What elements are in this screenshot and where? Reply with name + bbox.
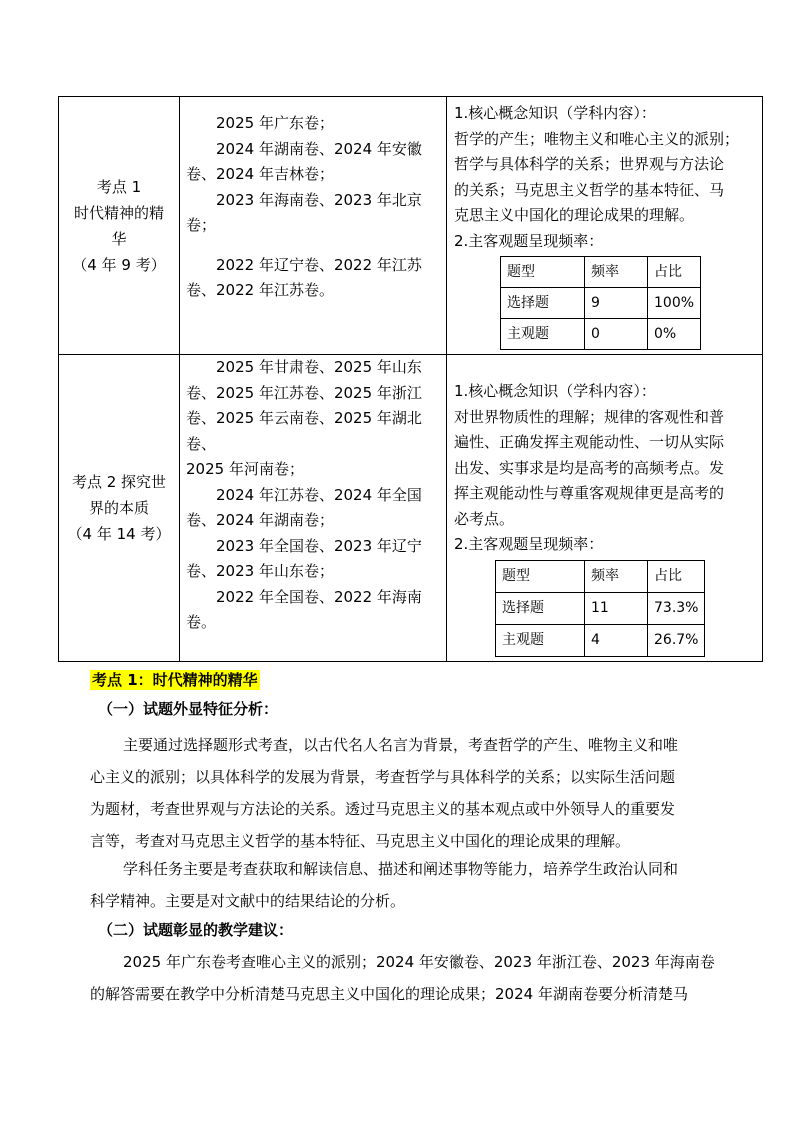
paragraph-line: 的解答需要在教学中分析清楚马克思主义中国化的理论成果；2024 年湖南卷要分析清楚马 xyxy=(90,985,688,1003)
analysis-line: 挥主观能动性与尊重客观规律更是高考的 xyxy=(454,484,725,502)
analysis-line: 哲学与具体科学的关系；世界观与方法论 xyxy=(454,155,725,173)
exam-analysis-table xyxy=(58,96,763,662)
frequency-row xyxy=(501,288,701,319)
kaodian-line: 华 xyxy=(111,229,127,248)
kaodian-line: 界的本质 xyxy=(88,498,149,517)
frequency-table xyxy=(495,560,705,657)
exam-line: 卷、2022 年江苏卷。 xyxy=(186,281,334,299)
frequency-cell: 9 xyxy=(585,288,648,319)
frequency-cell: 0 xyxy=(585,319,648,350)
exam-line: 卷； xyxy=(186,216,217,234)
exam-line: 2022 年全国卷、2022 年海南 xyxy=(216,587,422,606)
exam-line: 2022 年辽宁卷、2022 年江苏 xyxy=(216,255,422,274)
kaodian-line: 时代精神的精 xyxy=(73,203,164,222)
analysis-line: 哲学的产生；唯物主义和唯心主义的派别； xyxy=(454,129,740,148)
frequency-cell: 100% xyxy=(648,288,701,319)
kaodian-line: 考点 2 探究世 xyxy=(71,472,167,491)
kaodian-line: （4 年 9 考） xyxy=(72,255,166,274)
frequency-cell: 选择题 xyxy=(501,288,585,319)
paragraph-line: 科学精神。主要是对文献中的结果结论的分析。 xyxy=(90,892,406,910)
exam-line: 卷。 xyxy=(186,613,217,631)
exam-line: 卷、2024 年吉林卷； xyxy=(186,165,334,183)
frequency-header-row xyxy=(496,560,705,592)
table-row xyxy=(59,97,763,355)
paragraph-line: 2025 年广东卷考查唯心主义的派别；2024 年安徽卷、2023 年浙江卷、2023 年海南卷 xyxy=(123,953,715,971)
analysis-line: 克思主义中国化的理论成果的理解。 xyxy=(454,206,695,224)
paragraph-line: 心主义的派别；以具体科学的发展为背景，考查哲学与具体科学的关系；以实际生活问题 xyxy=(90,768,676,786)
frequency-row xyxy=(496,624,705,656)
paragraph xyxy=(90,853,730,917)
exam-line: 2023 年海南卷、2023 年北京 xyxy=(216,190,422,209)
subsection-title: （一）试题外显特征分析： xyxy=(98,700,279,718)
exam-list-cell xyxy=(180,97,447,355)
exam-line: 卷、 xyxy=(186,434,217,453)
exam-list-cell xyxy=(180,355,447,662)
paragraph-line: 为题材，考查世界观与方法论的关系。透过马克思主义的基本观点或中外领导人的重要发 xyxy=(90,800,676,818)
frequency-cell: 主观题 xyxy=(501,319,585,350)
frequency-cell: 选择题 xyxy=(496,592,585,624)
exam-line: 2023 年全国卷、2023 年辽宁 xyxy=(216,536,422,555)
frequency-cell: 主观题 xyxy=(496,624,585,656)
frequency-header-cell: 频率 xyxy=(585,560,648,592)
frequency-cell: 4 xyxy=(585,624,648,656)
analysis-line: 必考点。 xyxy=(454,509,515,528)
exam-line: 2025 年甘肃卷、2025 年山东 xyxy=(216,358,422,376)
kaodian-cell xyxy=(59,355,180,662)
analysis-line: 1.核心概念知识（学科内容）： xyxy=(454,382,656,400)
analysis-cell xyxy=(447,97,763,355)
kaodian-cell xyxy=(59,97,180,355)
frequency-header-row xyxy=(501,257,701,288)
frequency-header-cell: 题型 xyxy=(501,257,585,288)
exam-line: 卷、2025 年江苏卷、2025 年浙江 xyxy=(186,383,422,402)
paragraph-line: 主要通过选择题形式考查，以古代名人名言为背景，考查哲学的产生、唯物主义和唯 xyxy=(123,736,679,754)
analysis-line: 出发、实事求是均是高考的高频考点。发 xyxy=(454,458,725,477)
table-row xyxy=(59,355,763,662)
analysis-line: 2.主客观题呈现频率： xyxy=(454,231,604,250)
section-title: 考点 1：时代精神的精华 xyxy=(92,671,258,689)
exam-line: 2024 年湖南卷、2024 年安徽 xyxy=(216,139,422,158)
kaodian-line: 考点 1 xyxy=(96,177,142,196)
frequency-header-cell: 频率 xyxy=(585,257,648,288)
analysis-line: 的关系；马克思主义哲学的基本特征、马 xyxy=(454,180,725,199)
frequency-header-cell: 占比 xyxy=(648,560,705,592)
frequency-table xyxy=(500,256,701,350)
exam-line: 卷、2024 年湖南卷； xyxy=(186,511,334,529)
frequency-header-cell: 占比 xyxy=(648,257,701,288)
paragraph xyxy=(90,729,730,857)
kaodian-line: （4 年 14 考） xyxy=(67,524,171,543)
exam-line: 2025 年河南卷； xyxy=(186,460,304,478)
analysis-line: 对世界物质性的理解；规律的客观性和普 xyxy=(454,407,725,426)
analysis-line: 2.主客观题呈现频率： xyxy=(454,535,604,553)
frequency-row xyxy=(501,319,701,350)
exam-line: 卷、2025 年云南卷、2025 年湖北 xyxy=(186,409,422,427)
frequency-cell: 0% xyxy=(648,319,701,350)
paragraph xyxy=(90,946,730,1010)
analysis-cell xyxy=(447,355,763,662)
paragraph-line: 言等，考查对马克思主义哲学的基本特征、马克思主义中国化的理论成果的理解。 xyxy=(90,832,631,850)
analysis-line: 遍性、正确发挥主观能动性、一切从实际 xyxy=(454,433,725,451)
frequency-cell: 11 xyxy=(585,592,648,624)
exam-line: 2024 年江苏卷、2024 年全国 xyxy=(216,485,422,504)
frequency-header-cell: 题型 xyxy=(496,560,585,592)
frequency-cell: 26.7% xyxy=(648,624,705,656)
exam-line: 卷、2023 年山东卷； xyxy=(186,562,334,580)
paragraph-line: 学科任务主要是考查获取和解读信息、描述和阐述事物等能力，培养学生政治认同和 xyxy=(123,860,679,878)
frequency-cell: 73.3% xyxy=(648,592,705,624)
frequency-row xyxy=(496,592,705,624)
exam-line: 2025 年广东卷； xyxy=(216,114,334,132)
analysis-line: 1.核心概念知识（学科内容）： xyxy=(454,104,656,122)
subsection-title: （二）试题彰显的教学建议： xyxy=(98,921,294,939)
